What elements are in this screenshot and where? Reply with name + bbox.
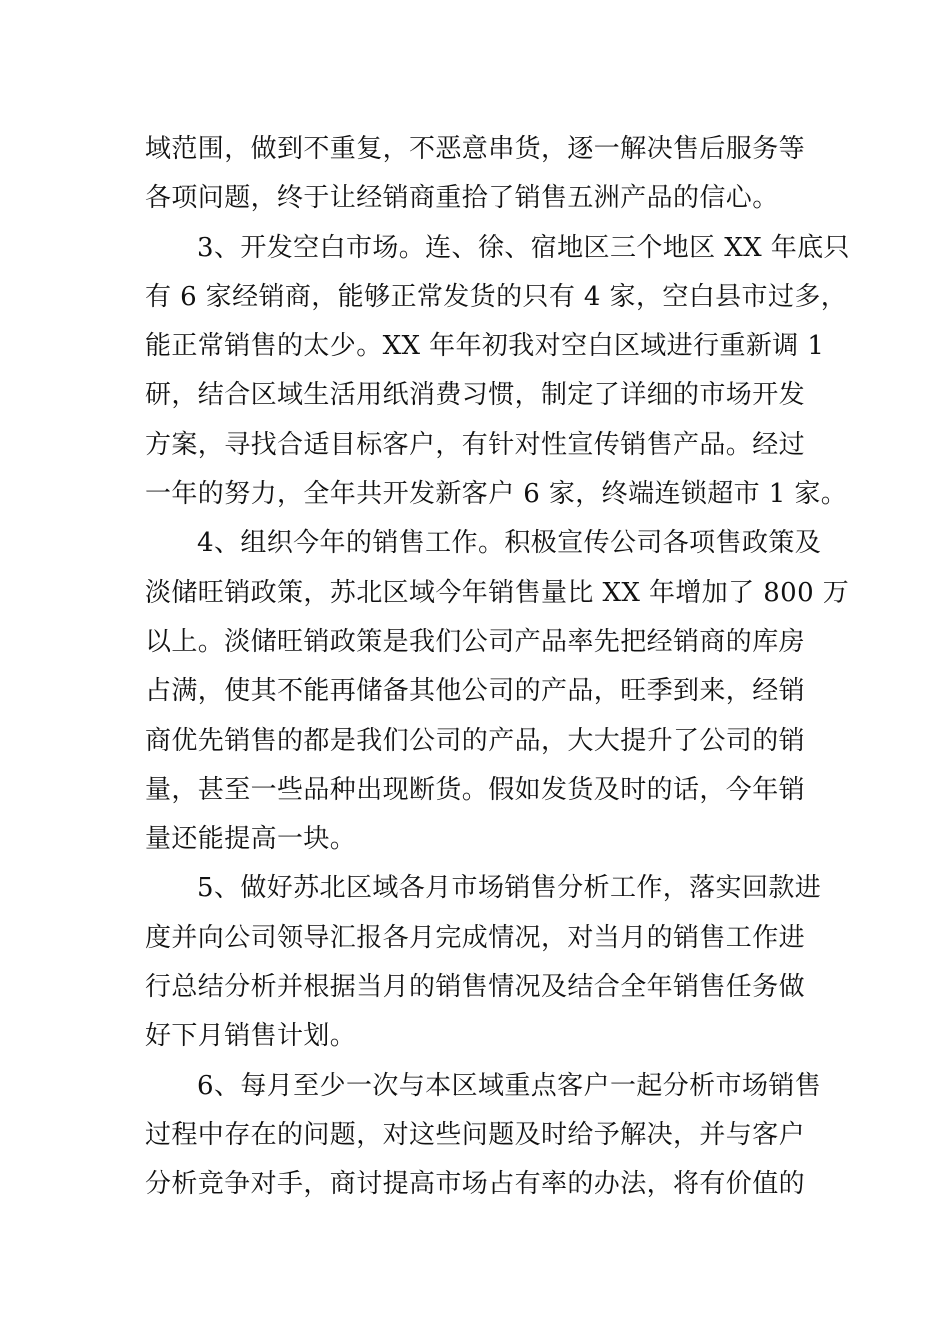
text-line: 过程中存在的问题，对这些问题及时给予解决，并与客户 bbox=[145, 1119, 806, 1150]
text-line: 淡储旺销政策，苏北区域今年销售量比 XX 年增加了 800 万 bbox=[145, 577, 850, 608]
document-body bbox=[145, 125, 850, 1210]
text-line: 行总结分析并根据当月的销售情况及结合全年销售任务做 bbox=[145, 972, 806, 1003]
text-line: 能正常销售的太少。XX 年年初我对空白区域进行重新调 1 bbox=[145, 331, 825, 362]
text-line: 6、每月至少一次与本区域重点客户一起分析市场销售 bbox=[197, 1070, 822, 1101]
text-line: 分析竞争对手，商讨提高市场占有率的办法，将有价值的 bbox=[145, 1169, 806, 1200]
text-line: 度并向公司领导汇报各月完成情况，对当月的销售工作进 bbox=[145, 922, 806, 953]
text-line: 以上。淡储旺销政策是我们公司产品率先把经销商的库房 bbox=[145, 626, 806, 657]
text-line: 好下月销售计划。 bbox=[145, 1021, 357, 1052]
text-line: 量，甚至一些品种出现断货。假如发货及时的话，今年销 bbox=[145, 774, 806, 805]
text-line: 占满，使其不能再储备其他公司的产品，旺季到来，经销 bbox=[145, 676, 806, 707]
text-line: 一年的努力，全年共开发新客户 6 家，终端连锁超市 1 家。 bbox=[145, 479, 848, 510]
text-line: 有 6 家经销商，能够正常发货的只有 4 家，空白县市过多， bbox=[145, 281, 848, 312]
text-line: 各项问题，终于让经销商重拾了销售五洲产品的信心。 bbox=[145, 183, 779, 214]
text-line: 域范围，做到不重复，不恶意串货，逐一解决售后服务等 bbox=[145, 134, 806, 164]
text-line: 5、做好苏北区域各月市场销售分析工作，落实回款进 bbox=[197, 873, 822, 904]
text-line: 研，结合区域生活用纸消费习惯，制定了详细的市场开发 bbox=[145, 380, 806, 411]
text-line: 量还能提高一块。 bbox=[145, 824, 357, 855]
text-line: 商优先销售的都是我们公司的产品，大大提升了公司的销 bbox=[145, 725, 806, 756]
text-line: 方案，寻找合适目标客户，有针对性宣传销售产品。经过 bbox=[145, 429, 806, 460]
text-line: 4、组织今年的销售工作。积极宣传公司各项售政策及 bbox=[197, 528, 822, 559]
text-line: 3、开发空白市场。连、徐、宿地区三个地区 XX 年底只 bbox=[197, 232, 850, 263]
